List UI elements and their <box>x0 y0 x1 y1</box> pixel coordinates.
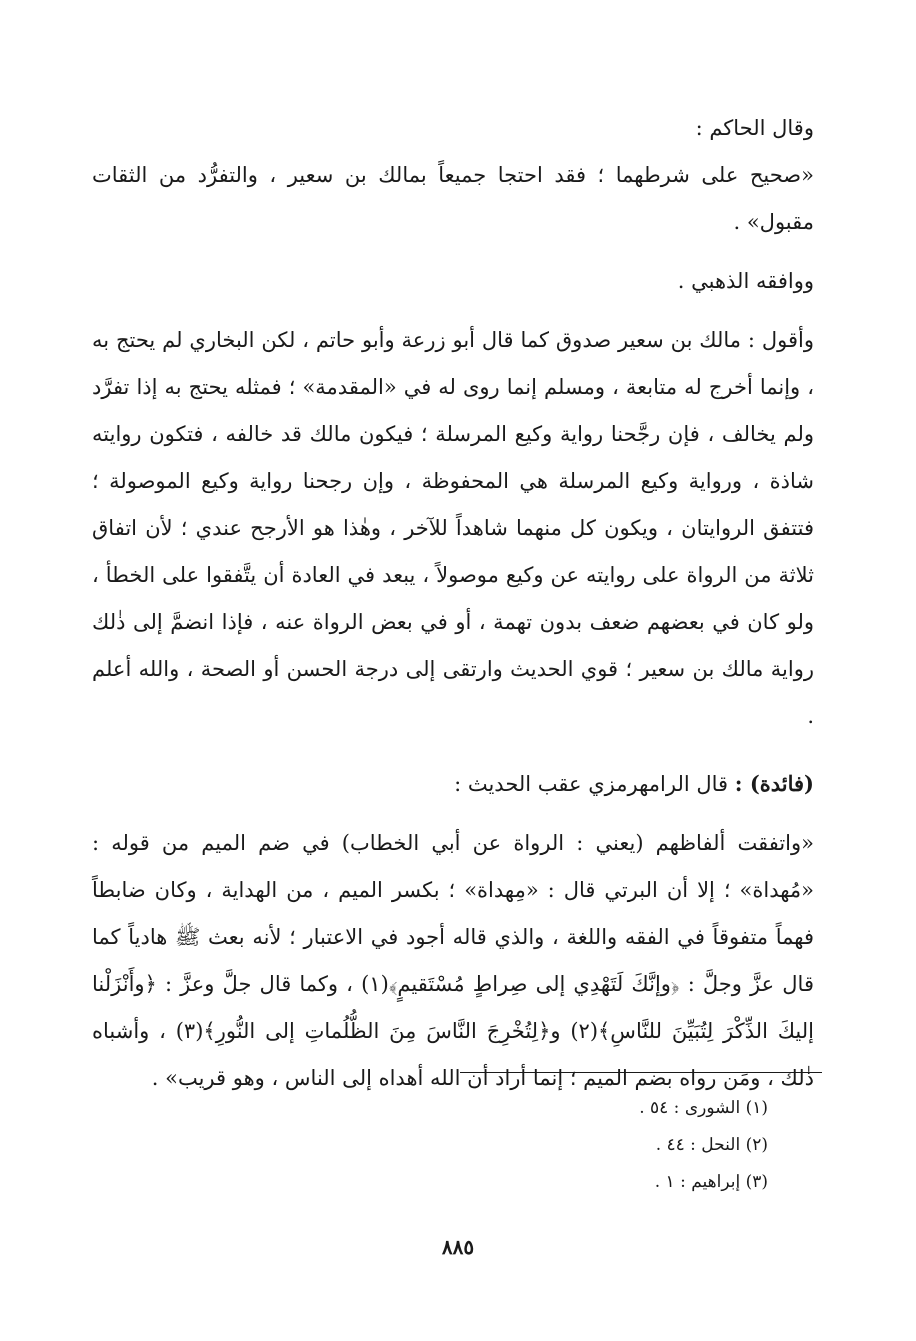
benefit-label: (فائدة) : <box>734 771 814 796</box>
paragraph-author-opinion: وأقول : مالك بن سعير صدوق كما قال أبو زرعة وأبو حاتم ، لكن البخاري لم يحتج به ، وإنما أخرج له متابعة ، ومسلم إنما روى له في «المقدمة» ؛ فمثله يحتج به إذا تفرَّد ولم يخالف ، فإن رجَّحنا رواية وكيع المرسلة ؛ فيكون مالك قد خالفه ، فتكون روايته شاذة ، ورواية وكيع المرسلة هي المحفوظة ، وإن رجحنا رواية وكيع الموصولة ؛ فتتفق الروايتان ، ويكون كل منهما شاهداً للآخر ، وهٰذا هو الأرجح عندي ؛ لأن اتفاق ثلاثة من الرواة على روايته عن وكيع موصولاً ، يبعد في العادة أن يتَّفقوا على الخطأ ، ولو كان في بعضهم ضعف بدون تهمة ، أو في بعض الرواة عنه ، فإذا انضمَّ إلى ذٰلك رواية مالك بن سعير ؛ قوي الحديث وارتقى إلى درجة الحسن أو الصحة ، والله أعلم . <box>92 328 814 728</box>
footnotes <box>639 1090 768 1201</box>
footnote-2: (٢) النحل : ٤٤ . <box>655 1135 768 1155</box>
paragraph-benefit-heading <box>92 760 814 808</box>
benefit-heading-text: قال الرامهرمزي عقب الحديث : <box>454 772 729 796</box>
footnote-3: (٣) إبراهيم : ١ . <box>654 1172 768 1192</box>
page-body <box>92 105 814 1114</box>
paragraph-hakim-intro: وقال الحاكم : <box>695 116 814 140</box>
paragraph-ramahurmuzi-quote: «واتفقت ألفاظهم (يعني : الرواة عن أبي الخطاب) في ضم الميم من قوله : «مُهداة» ؛ إلا أن البرتي قال : «مِهداة» ؛ بكسر الميم ، من الهداية ، وكان ضابطاً فهماً متفوقاً في الفقه واللغة ، والذي قاله أجود في الاعتبار ؛ لأنه بعث ﷺ هادياً كما قال عزَّ وجلَّ : ﴿وإنَّكَ لَتَهْدِي إلى صِراطٍ مُسْتَقيمٍ﴾(١) ، وكما قال جلَّ وعزَّ : ﴿وأَنْزَلْنا إليكَ الذِّكْرَ لِتُبَيِّنَ للنَّاسِ﴾(٢) و﴿لِتُخْرِجَ النَّاسَ مِنَ الظُّلُماتِ إلى النُّورِ﴾(٣) ، وأشباه ذٰلك ، ومَن رواه بضم الميم ؛ إنما أراد أن الله أهداه إلى الناس ، وهو قريب» . <box>92 831 814 1090</box>
paragraph-hakim-quote: «صحيح على شرطهما ؛ فقد احتجا جميعاً بمالك بن سعير ، والتفرُّد من الثقات مقبول» . <box>92 163 814 234</box>
footnote-divider <box>460 1072 822 1073</box>
footnote-1: (١) الشورى : ٥٤ . <box>639 1098 768 1118</box>
paragraph-dhahabi: ووافقه الذهبي . <box>677 269 814 293</box>
page-number: ٨٨٥ <box>441 1235 475 1259</box>
